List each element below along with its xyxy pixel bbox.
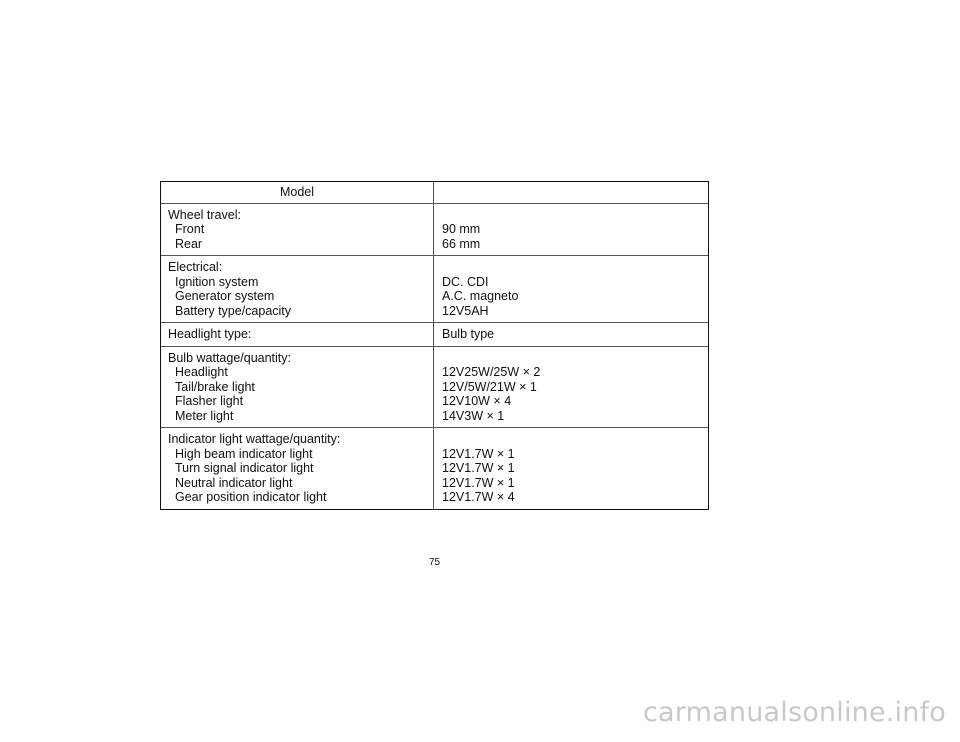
spec-value-cell: [434, 323, 708, 346]
table-row-headlight-type: [161, 322, 708, 346]
watermark-text: carmanualsonline.info: [643, 697, 946, 728]
table-header-row: [161, 182, 708, 203]
model-label: Model: [279, 185, 315, 199]
model-header: [161, 182, 434, 203]
spec-label: Headlight: [175, 365, 228, 379]
spec-value: 12V1.7W × 1: [442, 446, 515, 461]
spec-label: Turn signal indicator light: [175, 461, 314, 475]
spec-label-cell: [161, 323, 434, 346]
model-value: [442, 185, 701, 200]
spec-label: Ignition system: [175, 274, 259, 289]
spec-value: 14V3W × 1: [442, 408, 505, 423]
spec-value: 12V1.7W × 1: [442, 475, 515, 490]
spec-label-cell: [161, 347, 434, 428]
spec-label: Battery type/capacity: [175, 303, 292, 318]
spacer: [442, 432, 701, 447]
spacer: [442, 208, 701, 223]
table-row-indicator-wattage: [161, 427, 708, 509]
spec-value: DC. CDI: [442, 274, 489, 289]
section-title: Headlight type:: [168, 327, 252, 341]
spacer: [442, 351, 701, 366]
spec-label: Flasher light: [175, 394, 244, 408]
spec-value: 90 mm: [442, 222, 481, 236]
spec-label: Gear position indicator light: [175, 490, 327, 504]
table-row-electrical: [161, 255, 708, 322]
spec-value: 12V/5W/21W × 1: [442, 379, 537, 394]
model-value-header: [434, 182, 708, 203]
spec-label: High beam indicator light: [175, 446, 313, 461]
section-title: Wheel travel:: [168, 207, 241, 222]
spec-value: Bulb type: [442, 327, 495, 341]
spec-value: 12V25W/25W × 2: [442, 365, 541, 379]
spec-label: Rear: [175, 236, 203, 251]
spec-value: 66 mm: [442, 236, 481, 251]
spec-value-cell: [434, 428, 708, 509]
section-title: Electrical:: [168, 260, 223, 274]
spec-value-cell: [434, 204, 708, 256]
spec-value: 12V10W × 4: [442, 394, 512, 408]
spec-value: 12V1.7W × 4: [442, 490, 515, 504]
spec-label: Front: [175, 222, 205, 236]
spec-label-cell: [161, 428, 434, 509]
spec-value: 12V5AH: [442, 303, 489, 318]
spec-value-cell: [434, 347, 708, 428]
spec-value: 12V1.7W × 1: [442, 461, 515, 475]
spacer: [442, 260, 701, 275]
spec-label-cell: [161, 256, 434, 322]
section-title: Indicator light wattage/quantity:: [168, 432, 341, 446]
spec-label: Generator system: [175, 289, 275, 303]
specifications-table: [160, 181, 709, 510]
spec-value: A.C. magneto: [442, 289, 519, 303]
page-number: 75: [428, 557, 441, 568]
table-row-bulb-wattage: [161, 346, 708, 428]
spec-label: Tail/brake light: [175, 379, 255, 394]
spec-label: Neutral indicator light: [175, 475, 293, 490]
spec-label: Meter light: [175, 408, 234, 423]
spec-value-cell: [434, 256, 708, 322]
table-row-wheel-travel: [161, 203, 708, 256]
section-title: Bulb wattage/quantity:: [168, 350, 291, 365]
spec-label-cell: [161, 204, 434, 256]
